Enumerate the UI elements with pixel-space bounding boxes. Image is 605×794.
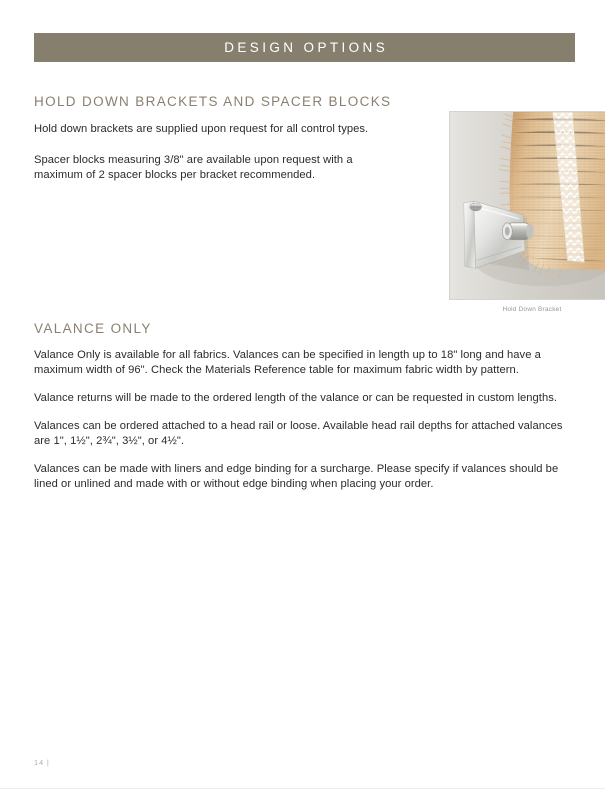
valance-only-body [34, 348, 564, 493]
section-heading-hold-down-brackets: HOLD DOWN BRACKETS AND SPACER BLOCKS [34, 94, 392, 109]
paragraph: Valances can be made with liners and edge binding for a surcharge. Please specify if valances should be lined or unlined and made with or without edge binding when placing your order. [34, 462, 559, 491]
hold-down-bracket-photo [449, 111, 605, 300]
paragraph: Hold down brackets are supplied upon request for all control types. [34, 123, 369, 135]
page-number: 14 | [34, 758, 50, 767]
paragraph: Spacer blocks measuring 3/8" are available upon request with a maximum of 2 spacer blocks per bracket recommended. [34, 153, 353, 181]
figure-caption: Hold Down Bracket [502, 306, 562, 313]
paragraph: Valance Only is available for all fabrics. Valances can be specified in length up to 18" long and have a maximum width of 96". Check the Materials Reference table for maximum fabric width by pattern. [34, 349, 541, 377]
section-heading-valance-only: VALANCE ONLY [34, 321, 152, 336]
hold-down-bracket-figure [449, 111, 605, 313]
paragraph: Valances can be ordered attached to a head rail or loose. Available head rail depths for attached valances are 1", 1½", 2¾", 3½", or 4½". [34, 419, 563, 448]
bracket-photo-illustration [450, 112, 605, 299]
banner-title: DESIGN OPTIONS [224, 39, 389, 55]
hold-down-brackets-body [34, 122, 386, 183]
design-options-banner [34, 33, 575, 62]
paragraph: Valance returns will be made to the ordered length of the valance or can be requested in custom lengths. [34, 392, 558, 405]
footer-divider [0, 788, 605, 789]
